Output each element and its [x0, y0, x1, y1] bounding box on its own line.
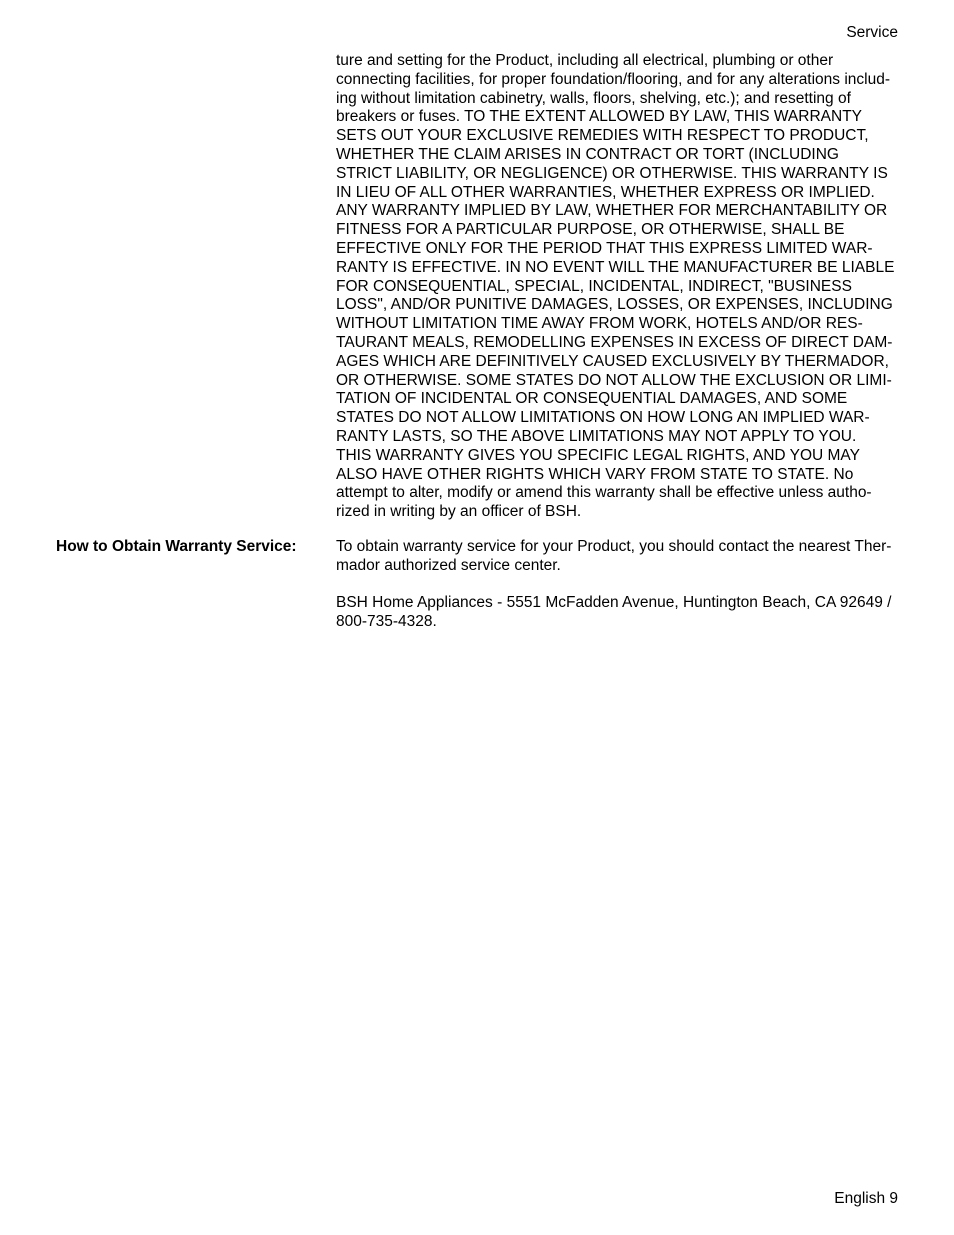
text-line: WITHOUT LIMITATION TIME AWAY FROM WORK, HOTELS AND/OR RES- [336, 315, 863, 333]
text-line: STRICT LIABILITY, OR NEGLIGENCE) OR OTHERWISE. THIS WARRANTY IS [336, 164, 888, 182]
text-line: OR OTHERWISE. SOME STATES DO NOT ALLOW THE EXCLUSION OR LIMI- [336, 371, 892, 389]
text-line: BSH Home Appliances - 5551 McFadden Avenue, Huntington Beach, CA 92649 / [336, 594, 892, 612]
text-line: ture and setting for the Product, including all electrical, plumbing or other [336, 52, 834, 69]
text-line: AGES WHICH ARE DEFINITIVELY CAUSED EXCLUSIVELY BY THERMADOR, [336, 352, 889, 370]
text-line: ing without limitation cabinetry, walls, floors, shelving, etc.); and resetting of [336, 89, 851, 107]
warranty-service-instructions [336, 538, 902, 576]
text-line: rized in writing by an officer of BSH. [336, 503, 582, 521]
text-line: FITNESS FOR A PARTICULAR PURPOSE, OR OTHERWISE, SHALL BE [336, 221, 845, 239]
text-line: 800-735-4328. [336, 612, 437, 630]
text-line: TAURANT MEALS, REMODELLING EXPENSES IN EXCESS OF DIRECT DAM- [336, 333, 893, 351]
warranty-continuation-text [336, 52, 902, 522]
text-line: LOSS", AND/OR PUNITIVE DAMAGES, LOSSES, OR EXPENSES, INCLUDING [336, 296, 893, 314]
warranty-service-body [336, 538, 902, 650]
text-line: ANY WARRANTY IMPLIED BY LAW, WHETHER FOR MERCHANTABILITY OR [336, 202, 888, 220]
text-line: EFFECTIVE ONLY FOR THE PERIOD THAT THIS EXPRESS LIMITED WAR- [336, 239, 873, 257]
text-line: connecting facilities, for proper foundation/flooring, and for any alterations includ- [336, 70, 891, 88]
text-line: ALSO HAVE OTHER RIGHTS WHICH VARY FROM STATE TO STATE. No [336, 465, 854, 483]
text-line: STATES DO NOT ALLOW LIMITATIONS ON HOW LONG AN IMPLIED WAR- [336, 409, 870, 427]
text-line: WHETHER THE CLAIM ARISES IN CONTRACT OR TORT (INCLUDING [336, 145, 839, 163]
company-address [336, 594, 902, 632]
text-line: breakers or fuses. TO THE EXTENT ALLOWED BY LAW, THIS WARRANTY [336, 108, 863, 126]
text-line: SETS OUT YOUR EXCLUSIVE REMEDIES WITH RESPECT TO PRODUCT, [336, 127, 869, 145]
warranty-service-heading: How to Obtain Warranty Service: [56, 538, 297, 555]
text-line: TATION OF INCIDENTAL OR CONSEQUENTIAL DAMAGES, AND SOME [336, 390, 848, 408]
text-line: RANTY LASTS, SO THE ABOVE LIMITATIONS MAY NOT APPLY TO YOU. [336, 427, 857, 445]
page-footer-number: English 9 [834, 1190, 898, 1207]
text-line: IN LIEU OF ALL OTHER WARRANTIES, WHETHER EXPRESS OR IMPLIED. [336, 183, 875, 201]
text-line: RANTY IS EFFECTIVE. IN NO EVENT WILL THE MANUFACTURER BE LIABLE [336, 258, 895, 276]
text-line: attempt to alter, modify or amend this warranty shall be effective unless autho- [336, 484, 872, 502]
text-line: FOR CONSEQUENTIAL, SPECIAL, INCIDENTAL, INDIRECT, "BUSINESS [336, 277, 852, 295]
text-line: To obtain warranty service for your Product, you should contact the nearest Ther- [336, 538, 892, 555]
text-line: THIS WARRANTY GIVES YOU SPECIFIC LEGAL RIGHTS, AND YOU MAY [336, 446, 860, 464]
page-header-section-title: Service [846, 24, 898, 41]
text-line: mador authorized service center. [336, 556, 561, 574]
